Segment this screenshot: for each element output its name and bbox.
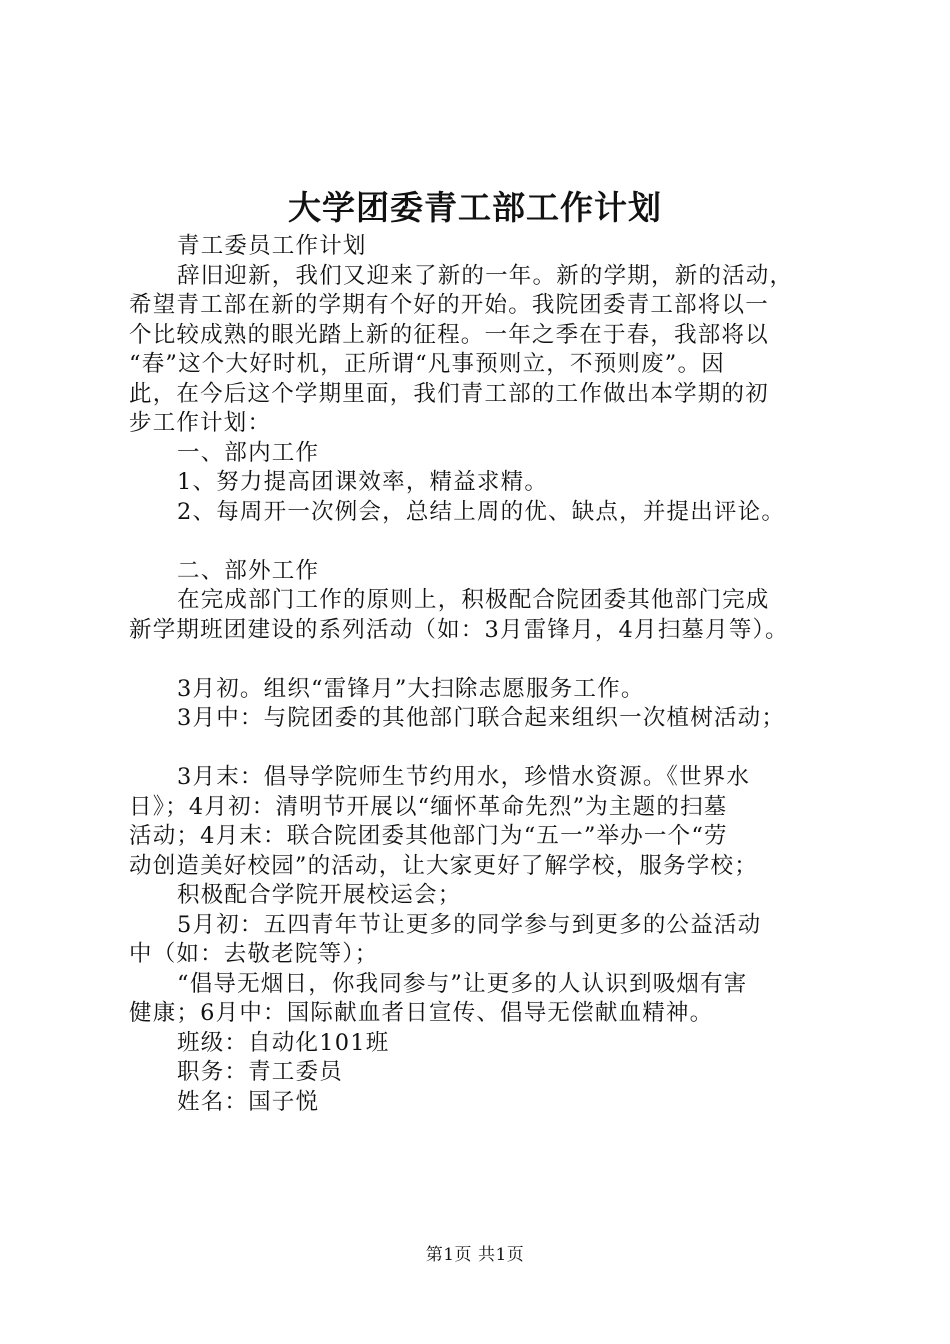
section-heading: 一、部内工作	[177, 439, 320, 466]
paragraph-line: 新学期班团建设的系列活动（如：3月雷锋月，4月扫墓月等）。	[129, 616, 789, 643]
list-item: 2、每周开一次例会，总结上周的优、缺点，并提出评论。	[177, 498, 786, 525]
paragraph-line: 3月初。组织“雷锋月”大扫除志愿服务工作。	[177, 675, 645, 702]
subtitle: 青工委员工作计划	[177, 233, 367, 259]
list-item: 1、努力提高团课效率，精益求精。	[177, 469, 549, 495]
paragraph-line: 动创造美好校园”的活动，让大家更好了解学校，服务学校；	[129, 852, 758, 879]
paragraph-line: 希望青工部在新的学期有个好的开始。我院团委青工部将以一	[129, 292, 769, 318]
paragraph-line: 在完成部门工作的原则上，积极配合院团委其他部门完成	[177, 587, 770, 613]
document-title: 大学团委青工部工作计划	[288, 188, 662, 227]
blank-line	[129, 645, 841, 675]
paragraph-line: 辞旧迎新，我们又迎来了新的一年。新的学期，新的活动，	[177, 262, 794, 289]
paragraph-line: 活动；4月末：联合院团委其他部门为“五一”举办一个“劳	[129, 823, 728, 849]
paragraph-line: 个比较成熟的眼光踏上新的征程。一年之季在于春，我部将以	[129, 321, 769, 348]
paragraph-line: 健康；6月中：国际献血者日宣传、倡导无偿献血精神。	[129, 1000, 714, 1026]
paragraph-line: “倡导无烟日，你我同参与”让更多的人认识到吸烟有害	[177, 970, 748, 997]
paragraph-line: “春”这个大好时机，正所谓“凡事预则立，不预则废”。因	[129, 351, 725, 377]
class-info: 班级：自动化101班	[177, 1029, 390, 1056]
paragraph-line: 此，在今后这个学期里面，我们青工部的工作做出本学期的初	[129, 380, 769, 407]
paragraph-line: 3月末：倡导学院师生节约用水，珍惜水资源。《世界水	[177, 764, 751, 790]
page-number-footer: 第1页 共1页	[425, 1245, 525, 1265]
paragraph-line: 积极配合学院开展校运会；	[177, 882, 462, 908]
blank-line	[129, 734, 841, 764]
document-body	[129, 232, 841, 1117]
paragraph-line: 日》；4月初：清明节开展以“缅怀革命先烈”为主题的扫墓	[129, 793, 728, 820]
paragraph-line: 步工作计划：	[129, 410, 272, 436]
paragraph-line: 中（如：去敬老院等）；	[129, 941, 379, 967]
section-heading: 二、部外工作	[177, 557, 320, 584]
paragraph-line: 5月初：五四青年节让更多的同学参与到更多的公益活动	[177, 911, 762, 938]
blank-line	[129, 527, 841, 557]
paragraph-line: 3月中：与院团委的其他部门联合起来组织一次植树活动；	[177, 705, 786, 731]
position-info: 职务：青工委员	[177, 1059, 343, 1085]
name-info: 姓名：国子悦	[177, 1088, 320, 1115]
